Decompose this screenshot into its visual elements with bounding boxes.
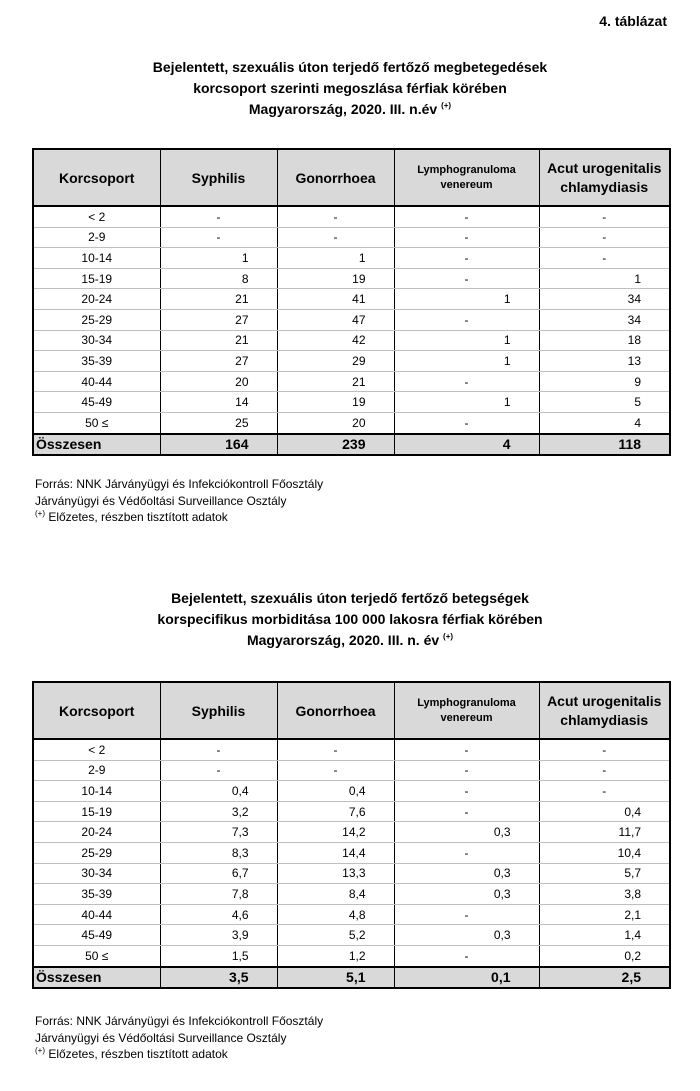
value-cell: 29 [277,351,394,372]
table-row [33,781,670,802]
table-number: 4. táblázat [599,13,667,29]
value-cell: 27 [160,309,277,330]
value-cell: - [394,248,539,269]
value-cell: 41 [277,289,394,310]
value-cell: - [394,206,539,227]
table1 [32,148,671,456]
value-cell: 19 [277,268,394,289]
age-group-cell: 2-9 [33,760,160,781]
value-cell: - [394,801,539,822]
age-group-cell: 50 ≤ [33,945,160,966]
table2-title-line: Bejelentett, szexuális úton terjedő fertőző betegségek [171,590,529,606]
value-cell: - [160,760,277,781]
header-chlamydiasis: Acut urogenitalis chlamydiasis [539,149,670,206]
value-cell: 0,4 [539,801,670,822]
value-cell: 34 [539,289,670,310]
value-cell: 7,8 [160,884,277,905]
value-cell: 0,3 [394,925,539,946]
value-cell: - [160,206,277,227]
age-group-cell: 50 ≤ [33,412,160,433]
footnote: (+) Előzetes, részben tisztított adatok [35,509,228,524]
value-cell: - [394,268,539,289]
value-cell: 0,4 [160,781,277,802]
table-row [33,760,670,781]
footnote-mark: (+) [35,509,45,518]
value-cell: 42 [277,330,394,351]
table-row [33,412,670,433]
table-row [33,904,670,925]
age-group-cell: 20-24 [33,289,160,310]
age-group-cell: 30-34 [33,863,160,884]
value-cell: - [394,904,539,925]
header-lgv: Lymphogranuloma venereum [394,149,539,206]
age-group-cell: 30-34 [33,330,160,351]
value-cell: 0,3 [394,863,539,884]
value-cell: 4,6 [160,904,277,925]
value-cell: 1 [394,289,539,310]
value-cell: 19 [277,392,394,413]
value-cell: 2,1 [539,904,670,925]
value-cell: 1 [394,351,539,372]
value-cell: 6,7 [160,863,277,884]
age-group-cell: 15-19 [33,268,160,289]
table1-source [35,476,323,526]
header-gonorrhoea: Gonorrhoea [277,682,394,739]
value-cell: - [394,739,539,760]
value-cell: - [277,227,394,248]
value-cell: - [277,206,394,227]
total-row [33,434,670,455]
value-cell: 20 [160,371,277,392]
value-cell: 5,2 [277,925,394,946]
value-cell: 5,7 [539,863,670,884]
header-age-group: Korcsoport [33,682,160,739]
table2-title-mark: (+) [443,632,454,641]
table2-source [35,1013,323,1063]
value-cell: - [277,739,394,760]
value-cell: - [277,760,394,781]
table2-title-line: korspecifikus morbiditása 100 000 lakosra férfiak körében [157,611,543,627]
age-group-cell: 2-9 [33,227,160,248]
header-lgv: Lymphogranuloma venereum [394,682,539,739]
value-cell: 1 [394,330,539,351]
value-cell: 0,4 [277,781,394,802]
table1-title-mark: (+) [441,101,452,110]
table-row [33,392,670,413]
value-cell: - [394,309,539,330]
header-syphilis: Syphilis [160,149,277,206]
source-line: Járványügyi és Védőoltási Surveillance Osztály [35,1030,287,1045]
table1-title-line: korcsoport szerinti megoszlása férfiak körében [193,80,507,96]
age-group-cell: 25-29 [33,309,160,330]
total-row [33,967,670,988]
table-row [33,351,670,372]
value-cell: 8,3 [160,842,277,863]
total-label: Összesen [33,434,160,455]
total-value: 5,1 [277,967,394,988]
value-cell: - [394,842,539,863]
age-group-cell: 35-39 [33,351,160,372]
header-syphilis: Syphilis [160,682,277,739]
value-cell: - [539,781,670,802]
table-row [33,945,670,966]
value-cell: - [394,781,539,802]
age-group-cell: 45-49 [33,392,160,413]
value-cell: 8 [160,268,277,289]
table2-header-row [33,682,670,739]
age-group-cell: < 2 [33,206,160,227]
value-cell: 1,5 [160,945,277,966]
value-cell: 1 [160,248,277,269]
value-cell: 21 [277,371,394,392]
value-cell: 7,3 [160,822,277,843]
value-cell: 18 [539,330,670,351]
table-row [33,330,670,351]
table-row [33,309,670,330]
table-row [33,863,670,884]
value-cell: 27 [160,351,277,372]
table-row [33,227,670,248]
age-group-cell: 25-29 [33,842,160,863]
total-value: 239 [277,434,394,455]
value-cell: 3,9 [160,925,277,946]
value-cell: 14,2 [277,822,394,843]
age-group-cell: 40-44 [33,371,160,392]
value-cell: 47 [277,309,394,330]
value-cell: 1,2 [277,945,394,966]
value-cell: 3,2 [160,801,277,822]
age-group-cell: 10-14 [33,248,160,269]
value-cell: 25 [160,412,277,433]
value-cell: - [539,227,670,248]
table-row [33,925,670,946]
age-group-cell: 10-14 [33,781,160,802]
table-row [33,289,670,310]
value-cell: - [539,248,670,269]
value-cell: - [160,227,277,248]
value-cell: 13 [539,351,670,372]
value-cell: - [539,206,670,227]
value-cell: 3,8 [539,884,670,905]
total-value: 4 [394,434,539,455]
age-group-cell: 20-24 [33,822,160,843]
table1-header-row [33,149,670,206]
value-cell: - [394,227,539,248]
table-row [33,268,670,289]
value-cell: 14 [160,392,277,413]
value-cell: - [539,760,670,781]
value-cell: 10,4 [539,842,670,863]
value-cell: 8,4 [277,884,394,905]
value-cell: 4,8 [277,904,394,925]
value-cell: 1 [539,268,670,289]
value-cell: 0,3 [394,884,539,905]
header-age-group: Korcsoport [33,149,160,206]
value-cell: 1 [277,248,394,269]
total-value: 0,1 [394,967,539,988]
table1-title [0,57,700,120]
header-chlamydiasis: Acut urogenitalis chlamydiasis [539,682,670,739]
header-gonorrhoea: Gonorrhoea [277,149,394,206]
total-value: 2,5 [539,967,670,988]
value-cell: 7,6 [277,801,394,822]
value-cell: 1 [394,392,539,413]
value-cell: 14,4 [277,842,394,863]
value-cell: 13,3 [277,863,394,884]
total-value: 3,5 [160,967,277,988]
table-row [33,206,670,227]
source-line: Forrás: NNK Járványügyi és Infekciókontroll Főosztály [35,477,324,491]
age-group-cell: 45-49 [33,925,160,946]
value-cell: - [394,760,539,781]
footnote-mark: (+) [35,1046,45,1055]
value-cell: - [394,945,539,966]
table1-title-line: Bejelentett, szexuális úton terjedő fertőző megbetegedések [152,59,548,75]
value-cell: 5 [539,392,670,413]
table-row [33,822,670,843]
value-cell: - [394,412,539,433]
table-row [33,801,670,822]
age-group-cell: < 2 [33,739,160,760]
table-row [33,371,670,392]
table1-title-line: Magyarország, 2020. III. n.év (+) [248,101,452,117]
value-cell: 1,4 [539,925,670,946]
table-row [33,248,670,269]
value-cell: 34 [539,309,670,330]
source-line: Forrás: NNK Járványügyi és Infekciókontroll Főosztály [35,1014,324,1028]
table2 [32,681,671,989]
age-group-cell: 40-44 [33,904,160,925]
value-cell: 21 [160,289,277,310]
age-group-cell: 35-39 [33,884,160,905]
table-row [33,842,670,863]
value-cell: 21 [160,330,277,351]
table2-title [0,588,700,651]
total-label: Összesen [33,967,160,988]
value-cell: 9 [539,371,670,392]
age-group-cell: 15-19 [33,801,160,822]
value-cell: 11,7 [539,822,670,843]
footnote: (+) Előzetes, részben tisztított adatok [35,1046,228,1061]
source-line: Járványügyi és Védőoltási Surveillance Osztály [35,493,287,508]
value-cell: 20 [277,412,394,433]
total-value: 118 [539,434,670,455]
table2-title-line: Magyarország, 2020. III. n. év (+) [246,632,454,648]
table-row [33,884,670,905]
value-cell: 0,3 [394,822,539,843]
total-value: 164 [160,434,277,455]
table-row [33,739,670,760]
value-cell: - [394,371,539,392]
value-cell: 0,2 [539,945,670,966]
value-cell: - [160,739,277,760]
value-cell: - [539,739,670,760]
value-cell: 4 [539,412,670,433]
